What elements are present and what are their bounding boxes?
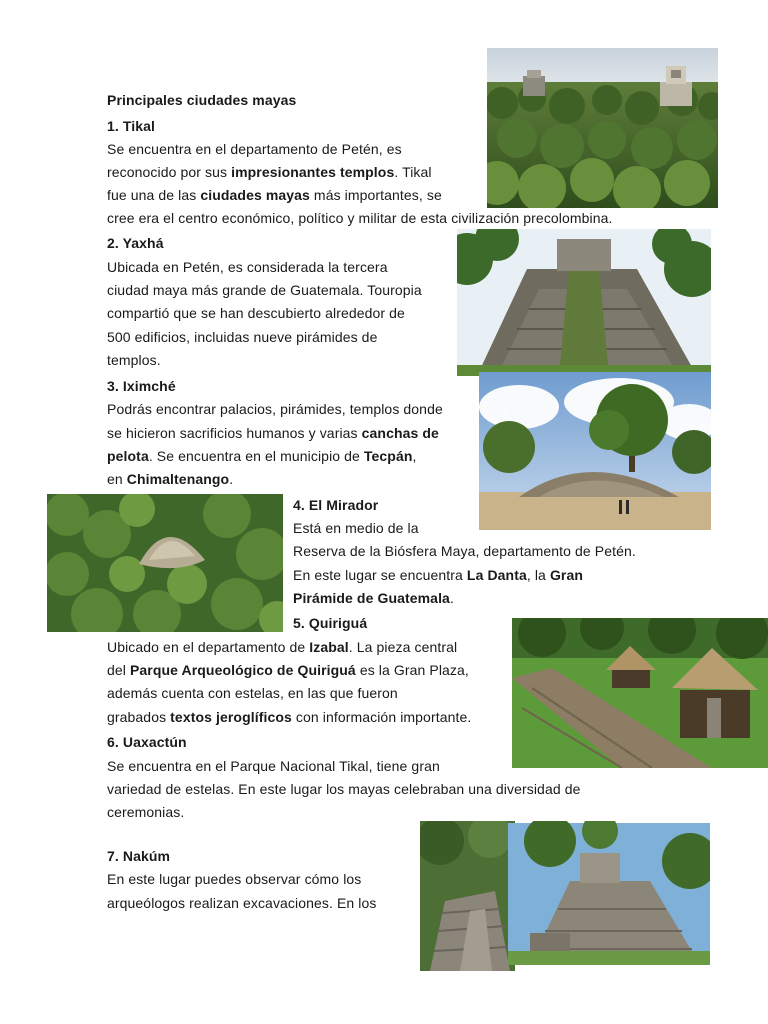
document-title: Principales ciudades mayas bbox=[107, 92, 297, 108]
mirador-line-3: En este lugar se encuentra La Danta, la Gran bbox=[293, 567, 584, 583]
iximche-line-1: Podrás encontrar palacios, pirámides, templos donde bbox=[107, 401, 443, 417]
tikal-line-1: Se encuentra en el departamento de Petén, es bbox=[107, 141, 402, 157]
section-heading-uaxactun: 6. Uaxactún bbox=[107, 734, 187, 750]
el-mirador-photo bbox=[47, 494, 283, 632]
yaxha-line-4: 500 edificios, incluidas nueve pirámides de bbox=[107, 329, 378, 345]
uaxactun-line-1: Se encuentra en el Parque Nacional Tikal, tiene gran bbox=[107, 758, 440, 774]
section-heading-tikal: 1. Tikal bbox=[107, 118, 156, 134]
mirador-line-4: Pirámide de Guatemala. bbox=[293, 590, 454, 606]
quirigua-line-3: además cuenta con estelas, en las que fueron bbox=[107, 685, 398, 701]
quirigua-line-4: grabados textos jeroglíficos con información importante. bbox=[107, 709, 472, 725]
yaxha-line-1: Ubicada en Petén, es considerada la tercera bbox=[107, 259, 388, 275]
iximche-line-4: en Chimaltenango. bbox=[107, 471, 234, 487]
section-heading-quirigua: 5. Quiriguá bbox=[293, 615, 368, 631]
quirigua-photo bbox=[512, 618, 768, 768]
uaxactun-line-2: variedad de estelas. En este lugar los mayas celebraban una diversidad de bbox=[107, 781, 581, 797]
section-heading-yaxha: 2. Yaxhá bbox=[107, 235, 164, 251]
iximche-line-3: pelota. Se encuentra en el municipio de Tecpán, bbox=[107, 448, 417, 464]
iximche-photo bbox=[479, 372, 711, 530]
yaxha-line-5: templos. bbox=[107, 352, 161, 368]
yaxha-photo bbox=[457, 229, 711, 376]
mirador-line-2: Reserva de la Biósfera Maya, departamento de Petén. bbox=[293, 543, 636, 559]
mirador-line-1: Está en medio de la bbox=[293, 520, 419, 536]
section-heading-nakum: 7. Nakúm bbox=[107, 848, 171, 864]
quirigua-line-2: del Parque Arqueológico de Quiriguá es la Gran Plaza, bbox=[107, 662, 469, 678]
tikal-photo bbox=[487, 48, 718, 208]
nakum-line-2: arqueólogos realizan excavaciones. En los bbox=[107, 895, 377, 911]
nakum-line-1: En este lugar puedes observar cómo los bbox=[107, 871, 362, 887]
section-heading-iximche: 3. Iximché bbox=[107, 378, 176, 394]
nakum-photo-collage bbox=[420, 821, 710, 974]
iximche-line-2: se hicieron sacrificios humanos y varias canchas de bbox=[107, 425, 439, 441]
tikal-line-4: cree era el centro económico, político y militar de esta civilización precolombina. bbox=[107, 210, 613, 226]
yaxha-line-2: ciudad maya más grande de Guatemala. Touropia bbox=[107, 282, 422, 298]
quirigua-line-1: Ubicado en el departamento de Izabal. La pieza central bbox=[107, 639, 458, 655]
yaxha-line-3: compartió que se han descubierto alrededor de bbox=[107, 305, 405, 321]
section-heading-el-mirador: 4. El Mirador bbox=[293, 497, 379, 513]
tikal-line-2: reconocido por sus impresionantes templos. Tikal bbox=[107, 164, 432, 180]
tikal-line-3: fue una de las ciudades mayas más importantes, se bbox=[107, 187, 442, 203]
uaxactun-line-3: ceremonias. bbox=[107, 804, 185, 820]
